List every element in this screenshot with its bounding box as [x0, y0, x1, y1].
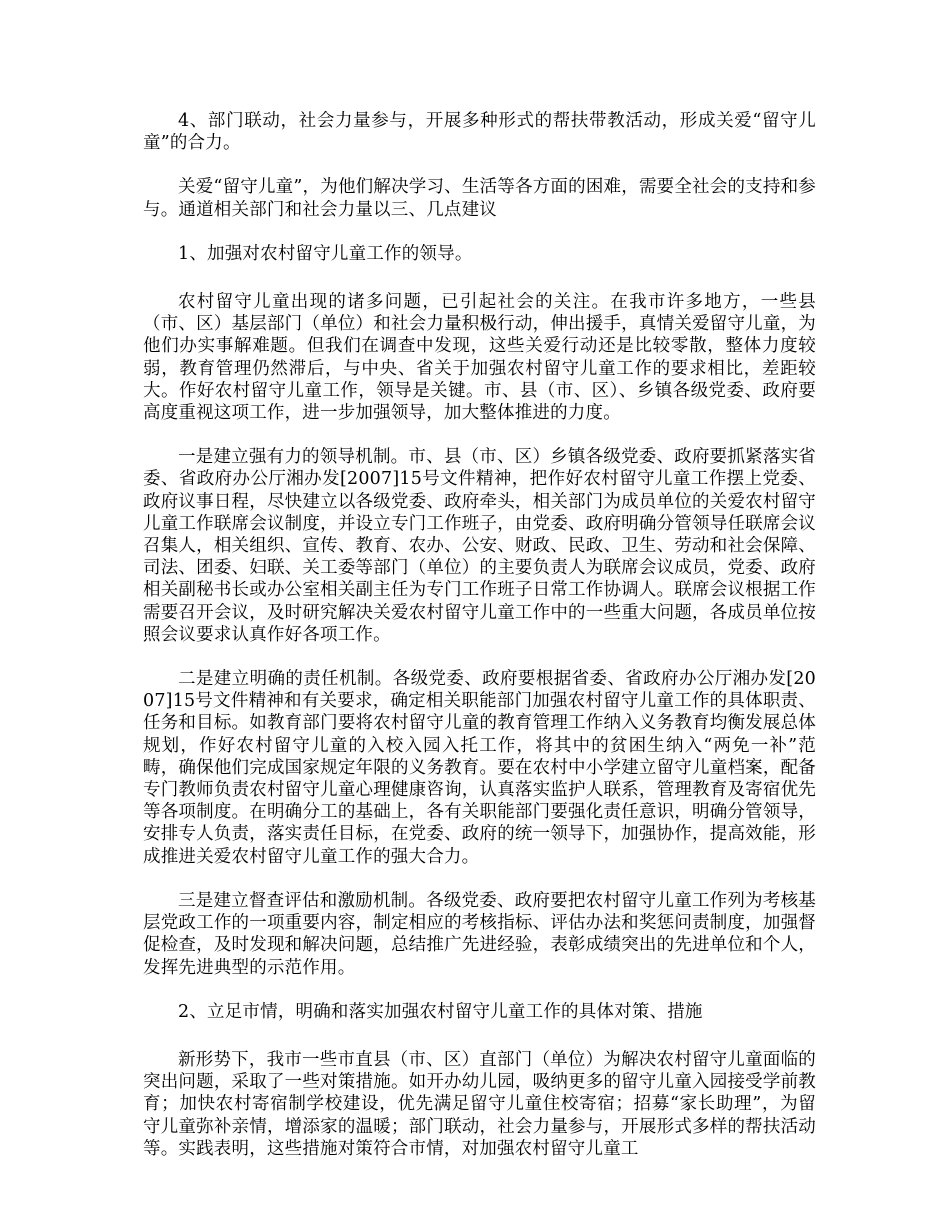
paragraph-suggestions-intro: 关爱“留守儿童”，为他们解决学习、生活等各方面的困难，需要全社会的支持和参与。通道相关部门和社会力量以三、几点建议 [143, 177, 816, 220]
paragraph-responsibility-mechanism: 二是建立明确的责任机制。各级党委、政府要根据省委、省政府办公厅湘办发[2007]15号文件精神和有关要求，确定相关职能部门加强农村留守儿童工作的具体职责、任务和目标。如教育部门要将农村留守儿童的教育管理工作纳入义务教育均衡发展总体规划，作好农村留守儿童的入校入园入托工作，将其中的贫困生纳入“两免一补”范畴，确保他们完成国家规定年限的义务教育。要在农村中小学建立留守儿童档案，配备专门教师负责农村留守儿童心理健康咨询，认真落实监护人联系，管理教育及寄宿优先等各项制度。在明确分工的基础上，各有关职能部门要强化责任意识，明确分管领导，安排专人负责，落实责任目标，在党委、政府的统一领导下，加强协作，提高效能，形成推进关爱农村留守儿童工作的强大合力。 [143, 669, 816, 867]
paragraph-measures-practice: 新形势下，我市一些市直县（市、区）直部门（单位）为解决农村留守儿童面临的突出问题，采取了一些对策措施。如开办幼儿园，吸纳更多的留守儿童入园接受学前教育；加快农村寄宿制学校建设，优先满足留守儿童住校寄宿；招募“家长助理”，为留守儿童弥补亲情，增添家的温暖；部门联动，社会力量参与，开展形式多样的帮扶活动等。实践表明，这些措施对策符合市情，对加强农村留守儿童工 [143, 1049, 816, 1159]
paragraph-leadership-mechanism: 一是建立强有力的领导机制。市、县（市、区）乡镇各级党委、政府要抓紧落实省委、省政府办公厅湘办发[2007]15号文件精神，把作好农村留守儿童工作摆上党委、政府议事日程，尽快建立以各级党委、政府牵头，相关部门为成员单位的关爱农村留守儿童工作联席会议制度，并设立专门工作班子，由党委、政府明确分管领导任联席会议召集人，相关组织、宣传、教育、农办、公安、财政、民政、卫生、劳动和社会保障、司法、团委、妇联、关工委等部门（单位）的主要负责人为联席会议成员，党委、政府相关副秘书长或办公室相关副主任为专门工作班子日常工作协调人。联席会议根据工作需要召开会议，及时研究解决关爱农村留守儿童工作中的一些重大问题，各成员单位按照会议要求认真作好各项工作。 [143, 447, 816, 645]
paragraph-partnership-point: 4、部门联动，社会力量参与，开展多种形式的帮扶带教活动，形成关爱“留守儿童”的合力。 [143, 111, 816, 154]
document-body [143, 110, 816, 1182]
paragraph-supervision-mechanism: 三是建立督查评估和激励机制。各级党委、政府要把农村留守儿童工作列为考核基层党政工作的一项重要内容，制定相应的考核指标、评估办法和奖惩问责制度，加强督促检查，及时发现和解决问题，总结推广先进经验，表彰成绩突出的先进单位和个人，发挥先进典型的示范作用。 [143, 890, 816, 978]
section-heading-leadership: 1、加强对农村留守儿童工作的领导。 [178, 243, 473, 264]
section-heading-measures: 2、立足市情，明确和落实加强农村留守儿童工作的具体对策、措施 [178, 1001, 703, 1022]
paragraph-leadership-overview: 农村留守儿童出现的诸多问题，已引起社会的关注。在我市许多地方，一些县（市、区）基层部门（单位）和社会力量积极行动，伸出援手，真情关爱留守儿童，为他们办实事解难题。但我们在调查中发现，这些关爱行动还是比较零散，整体力度较弱，教育管理仍然滞后，与中央、省关于加强农村留守儿童工作的要求相比，差距较大。作好农村留守儿童工作，领导是关键。市、县（市、区）、乡镇各级党委、政府要高度重视这项工作，进一步加强领导，加大整体推进的力度。 [143, 292, 816, 424]
